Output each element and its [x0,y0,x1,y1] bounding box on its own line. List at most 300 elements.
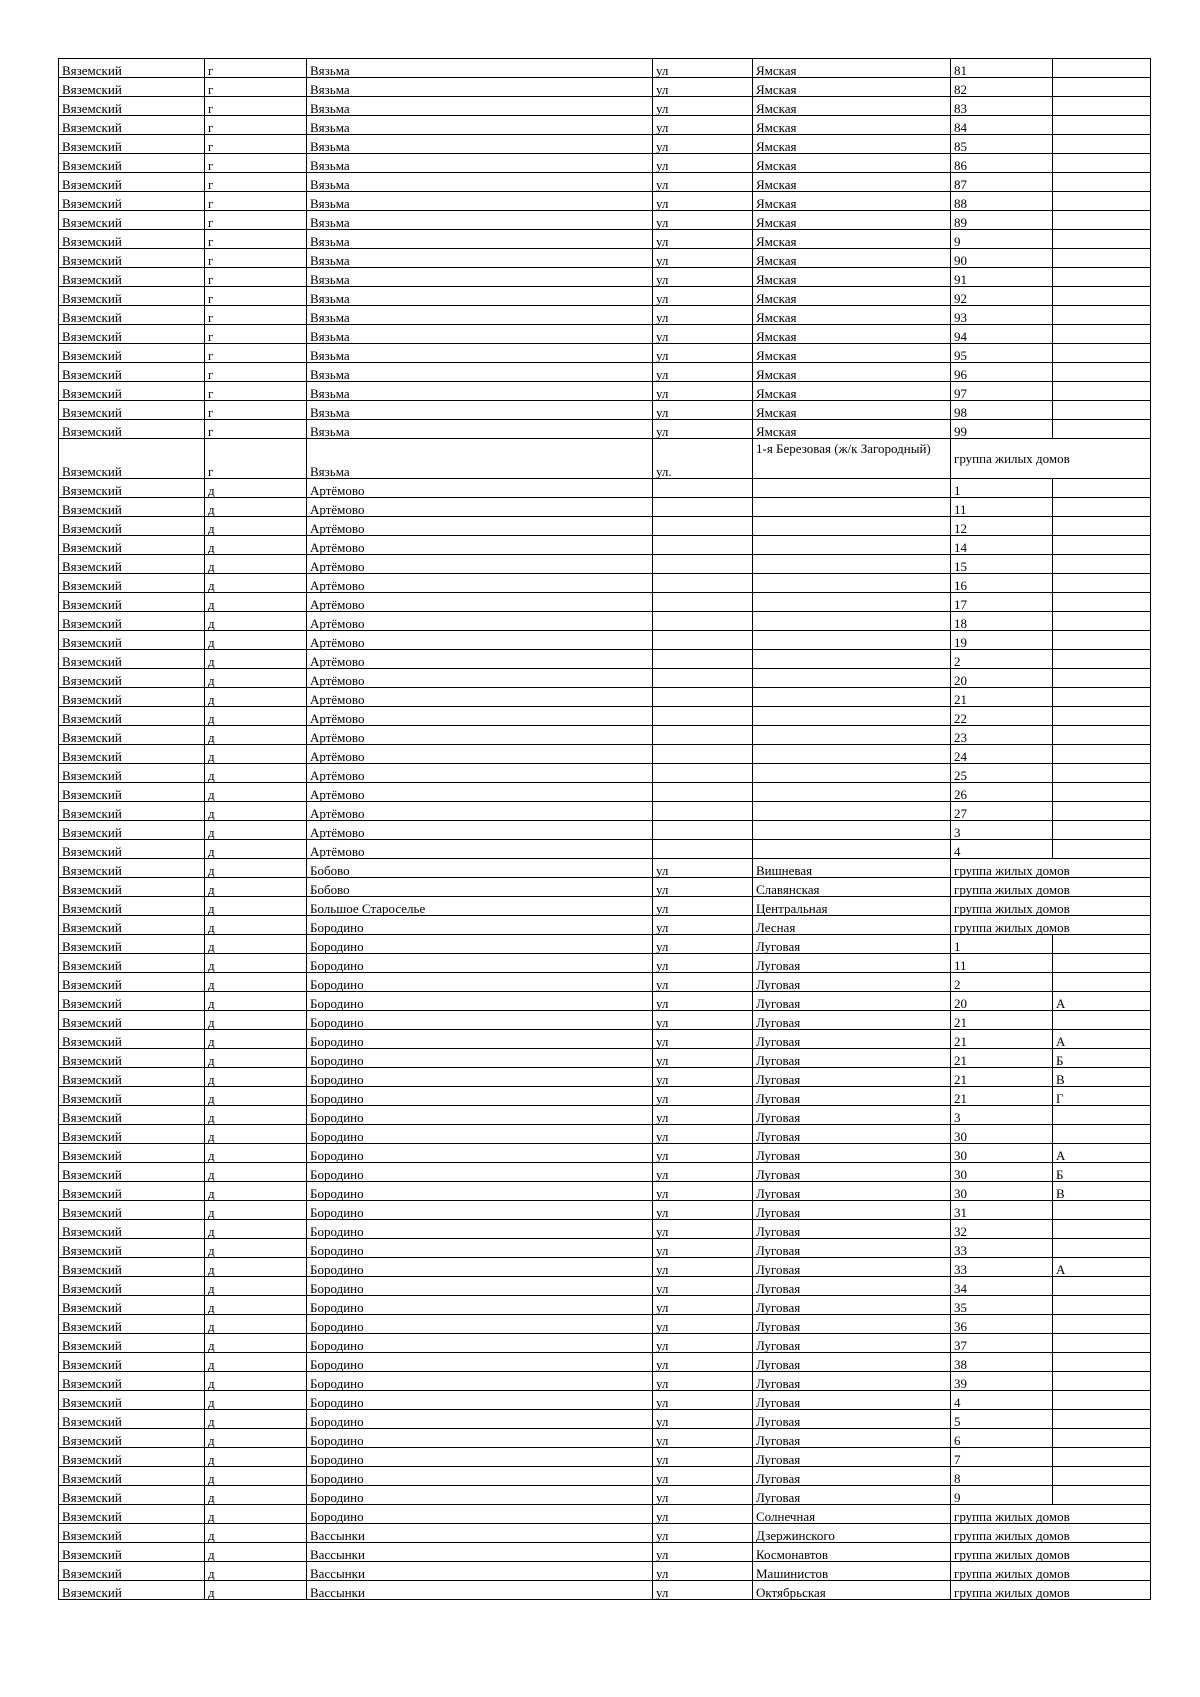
street-type-cell: ул [653,211,753,230]
street-cell: Луговая [753,954,951,973]
settlement-cell: Бородино [307,935,653,954]
house-number-cell: группа жилых домов [951,916,1151,935]
settlement-cell: Вязьма [307,382,653,401]
settlement-type-cell: д [205,1505,307,1524]
district-cell: Вяземский [59,1315,205,1334]
table-row [59,973,1151,992]
building-letter-cell: А [1053,1258,1151,1277]
district-cell: Вяземский [59,439,205,479]
street-type-cell: ул [653,325,753,344]
building-letter-cell [1053,268,1151,287]
settlement-cell: Вязьма [307,249,653,268]
settlement-type-cell: д [205,992,307,1011]
street-type-cell: ул [653,1011,753,1030]
street-cell [753,764,951,783]
house-number-cell: 14 [951,536,1053,555]
street-type-cell [653,555,753,574]
house-number-cell: 21 [951,1068,1053,1087]
district-cell: Вяземский [59,1258,205,1277]
street-type-cell [653,764,753,783]
district-cell: Вяземский [59,859,205,878]
building-letter-cell [1053,1220,1151,1239]
settlement-cell: Бородино [307,1049,653,1068]
table-row [59,821,1151,840]
building-letter-cell [1053,325,1151,344]
table-row [59,363,1151,382]
district-cell: Вяземский [59,1049,205,1068]
settlement-cell: Артёмово [307,707,653,726]
street-cell: Космонавтов [753,1543,951,1562]
settlement-cell: Вязьма [307,116,653,135]
settlement-type-cell: д [205,631,307,650]
district-cell: Вяземский [59,1144,205,1163]
house-number-cell: 8 [951,1467,1053,1486]
street-type-cell: ул [653,401,753,420]
table-row [59,1258,1151,1277]
street-cell: Машинистов [753,1562,951,1581]
settlement-type-cell: д [205,1011,307,1030]
settlement-cell: Вязьма [307,268,653,287]
street-type-cell: ул [653,1410,753,1429]
building-letter-cell [1053,1106,1151,1125]
building-letter-cell [1053,59,1151,78]
settlement-cell: Бородино [307,1410,653,1429]
street-type-cell [653,745,753,764]
building-letter-cell [1053,707,1151,726]
street-cell: Луговая [753,1201,951,1220]
settlement-type-cell: д [205,783,307,802]
settlement-cell: Артёмово [307,479,653,498]
building-letter-cell [1053,154,1151,173]
address-table-body [59,59,1151,1600]
street-cell: Ямская [753,173,951,192]
street-cell: Луговая [753,1068,951,1087]
district-cell: Вяземский [59,1201,205,1220]
settlement-cell: Бородино [307,1144,653,1163]
house-number-cell: 35 [951,1296,1053,1315]
building-letter-cell [1053,840,1151,859]
street-cell [753,555,951,574]
settlement-cell: Вязьма [307,78,653,97]
settlement-cell: Бородино [307,1429,653,1448]
street-type-cell: ул [653,1448,753,1467]
settlement-cell: Вассынки [307,1581,653,1600]
table-row [59,612,1151,631]
building-letter-cell [1053,1277,1151,1296]
street-cell: Луговая [753,1296,951,1315]
settlement-type-cell: д [205,1125,307,1144]
district-cell: Вяземский [59,878,205,897]
table-row [59,555,1151,574]
street-type-cell: ул [653,1239,753,1258]
settlement-type-cell: д [205,1315,307,1334]
district-cell: Вяземский [59,1543,205,1562]
district-cell: Вяземский [59,1125,205,1144]
street-cell [753,688,951,707]
settlement-type-cell: д [205,1068,307,1087]
settlement-cell: Вассынки [307,1524,653,1543]
district-cell: Вяземский [59,401,205,420]
street-cell: Луговая [753,1315,951,1334]
building-letter-cell: А [1053,1030,1151,1049]
settlement-type-cell: д [205,1277,307,1296]
house-number-cell: 90 [951,249,1053,268]
settlement-type-cell: д [205,1030,307,1049]
settlement-cell: Бородино [307,1505,653,1524]
district-cell: Вяземский [59,1163,205,1182]
table-row [59,439,1151,479]
settlement-type-cell: г [205,249,307,268]
settlement-type-cell: г [205,401,307,420]
building-letter-cell [1053,211,1151,230]
street-cell: Луговая [753,1353,951,1372]
settlement-cell: Бородино [307,1372,653,1391]
settlement-cell: Вассынки [307,1562,653,1581]
settlement-type-cell: д [205,1543,307,1562]
table-row [59,1125,1151,1144]
settlement-cell: Артёмово [307,536,653,555]
house-number-cell: 6 [951,1429,1053,1448]
settlement-type-cell: г [205,439,307,479]
table-row [59,1296,1151,1315]
district-cell: Вяземский [59,420,205,439]
street-type-cell: ул [653,1467,753,1486]
house-number-cell: 7 [951,1448,1053,1467]
settlement-cell: Бородино [307,1125,653,1144]
building-letter-cell [1053,401,1151,420]
street-type-cell: ул [653,382,753,401]
building-letter-cell [1053,1391,1151,1410]
house-number-cell: 15 [951,555,1053,574]
table-row [59,1068,1151,1087]
building-letter-cell [1053,688,1151,707]
building-letter-cell: А [1053,1144,1151,1163]
settlement-cell: Артёмово [307,840,653,859]
table-row [59,268,1151,287]
street-type-cell: ул [653,878,753,897]
settlement-type-cell: д [205,1258,307,1277]
table-row [59,1524,1151,1543]
street-cell: Ямская [753,382,951,401]
street-type-cell: ул [653,916,753,935]
building-letter-cell [1053,973,1151,992]
street-type-cell: ул [653,1258,753,1277]
table-row [59,1163,1151,1182]
settlement-cell: Вязьма [307,401,653,420]
district-cell: Вяземский [59,59,205,78]
house-number-cell: 33 [951,1239,1053,1258]
street-cell: Ямская [753,344,951,363]
building-letter-cell [1053,669,1151,688]
street-type-cell: ул [653,173,753,192]
building-letter-cell [1053,249,1151,268]
street-cell: Луговая [753,1467,951,1486]
settlement-type-cell: д [205,726,307,745]
settlement-type-cell: г [205,116,307,135]
street-cell: Вишневая [753,859,951,878]
district-cell: Вяземский [59,173,205,192]
street-cell [753,840,951,859]
settlement-type-cell: г [205,173,307,192]
building-letter-cell [1053,821,1151,840]
street-type-cell [653,783,753,802]
street-type-cell: ул [653,154,753,173]
district-cell: Вяземский [59,517,205,536]
street-cell: Луговая [753,992,951,1011]
street-type-cell: ул [653,1163,753,1182]
district-cell: Вяземский [59,1410,205,1429]
district-cell: Вяземский [59,116,205,135]
settlement-cell: Бородино [307,1353,653,1372]
table-row [59,1391,1151,1410]
table-row [59,802,1151,821]
house-number-cell: 16 [951,574,1053,593]
building-letter-cell [1053,78,1151,97]
settlement-cell: Артёмово [307,498,653,517]
house-number-cell: 23 [951,726,1053,745]
settlement-type-cell: д [205,1467,307,1486]
street-cell: Ямская [753,59,951,78]
street-type-cell: ул [653,1277,753,1296]
street-cell [753,517,951,536]
table-row [59,593,1151,612]
district-cell: Вяземский [59,1353,205,1372]
street-cell: Славянская [753,878,951,897]
house-number-cell: 2 [951,973,1053,992]
street-cell: Луговая [753,1049,951,1068]
house-number-cell: 33 [951,1258,1053,1277]
settlement-type-cell: д [205,1296,307,1315]
settlement-type-cell: г [205,325,307,344]
settlement-cell: Бородино [307,1201,653,1220]
settlement-cell: Бобово [307,859,653,878]
settlement-type-cell: г [205,420,307,439]
settlement-type-cell: д [205,821,307,840]
table-row [59,1581,1151,1600]
settlement-cell: Вязьма [307,135,653,154]
building-letter-cell [1053,287,1151,306]
street-cell: Луговая [753,1448,951,1467]
building-letter-cell: В [1053,1182,1151,1201]
district-cell: Вяземский [59,935,205,954]
street-type-cell: ул [653,1429,753,1448]
table-row [59,897,1151,916]
district-cell: Вяземский [59,973,205,992]
house-number-cell: 86 [951,154,1053,173]
settlement-cell: Большое Староселье [307,897,653,916]
street-cell [753,479,951,498]
table-row [59,479,1151,498]
building-letter-cell [1053,192,1151,211]
street-cell [753,631,951,650]
settlement-cell: Бородино [307,1486,653,1505]
district-cell: Вяземский [59,230,205,249]
settlement-cell: Бородино [307,1182,653,1201]
street-cell [753,821,951,840]
table-row [59,935,1151,954]
settlement-type-cell: д [205,1182,307,1201]
district-cell: Вяземский [59,1277,205,1296]
table-row [59,1353,1151,1372]
building-letter-cell [1053,802,1151,821]
building-letter-cell [1053,1372,1151,1391]
house-number-cell: 83 [951,97,1053,116]
district-cell: Вяземский [59,821,205,840]
house-number-cell: 21 [951,1049,1053,1068]
house-number-cell: 92 [951,287,1053,306]
district-cell: Вяземский [59,992,205,1011]
settlement-type-cell: д [205,669,307,688]
settlement-cell: Артёмово [307,612,653,631]
house-number-cell: группа жилых домов [951,1562,1151,1581]
settlement-cell: Бородино [307,1391,653,1410]
district-cell: Вяземский [59,1106,205,1125]
district-cell: Вяземский [59,612,205,631]
street-cell: Луговая [753,1410,951,1429]
settlement-cell: Бородино [307,1087,653,1106]
table-row [59,783,1151,802]
house-number-cell: 1 [951,479,1053,498]
street-cell [753,650,951,669]
district-cell: Вяземский [59,916,205,935]
street-type-cell [653,707,753,726]
house-number-cell: 30 [951,1182,1053,1201]
table-row [59,1562,1151,1581]
street-type-cell [653,498,753,517]
street-type-cell: ул. [653,439,753,479]
settlement-cell: Бородино [307,954,653,973]
settlement-cell: Бородино [307,1277,653,1296]
settlement-cell: Артёмово [307,669,653,688]
street-cell: Ямская [753,363,951,382]
table-row [59,745,1151,764]
district-cell: Вяземский [59,78,205,97]
table-row [59,1030,1151,1049]
building-letter-cell [1053,593,1151,612]
district-cell: Вяземский [59,1087,205,1106]
house-number-cell: 85 [951,135,1053,154]
settlement-type-cell: д [205,1524,307,1543]
house-number-cell: 31 [951,1201,1053,1220]
street-cell [753,574,951,593]
settlement-type-cell: д [205,688,307,707]
settlement-type-cell: г [205,97,307,116]
street-cell: Ямская [753,287,951,306]
table-row [59,1049,1151,1068]
house-number-cell: 99 [951,420,1053,439]
street-type-cell: ул [653,1087,753,1106]
building-letter-cell [1053,726,1151,745]
settlement-type-cell: г [205,382,307,401]
table-row [59,1467,1151,1486]
building-letter-cell [1053,1296,1151,1315]
settlement-cell: Вязьма [307,192,653,211]
house-number-cell: 4 [951,840,1053,859]
table-row [59,517,1151,536]
settlement-cell: Бородино [307,1030,653,1049]
settlement-type-cell: д [205,555,307,574]
table-row [59,1201,1151,1220]
table-row [59,878,1151,897]
house-number-cell: 11 [951,954,1053,973]
settlement-type-cell: д [205,593,307,612]
table-row [59,859,1151,878]
table-row [59,688,1151,707]
building-letter-cell: Б [1053,1049,1151,1068]
settlement-cell: Бородино [307,1467,653,1486]
building-letter-cell [1053,479,1151,498]
table-row [59,574,1151,593]
table-row [59,211,1151,230]
settlement-type-cell: д [205,954,307,973]
street-cell: Луговая [753,1125,951,1144]
building-letter-cell [1053,1429,1151,1448]
house-number-cell: 22 [951,707,1053,726]
street-cell: Луговая [753,1011,951,1030]
district-cell: Вяземский [59,574,205,593]
building-letter-cell [1053,555,1151,574]
street-cell: Центральная [753,897,951,916]
building-letter-cell: Б [1053,1163,1151,1182]
table-row [59,498,1151,517]
building-letter-cell [1053,650,1151,669]
street-cell: Луговая [753,1391,951,1410]
district-cell: Вяземский [59,1372,205,1391]
street-type-cell: ул [653,1334,753,1353]
house-number-cell: группа жилых домов [951,897,1151,916]
settlement-cell: Бородино [307,1334,653,1353]
district-cell: Вяземский [59,1239,205,1258]
street-cell: Солнечная [753,1505,951,1524]
street-type-cell: ул [653,230,753,249]
street-cell: Ямская [753,420,951,439]
settlement-cell: Артёмово [307,517,653,536]
table-row [59,1011,1151,1030]
street-type-cell [653,517,753,536]
street-cell [753,593,951,612]
table-row [59,325,1151,344]
settlement-cell: Бородино [307,1315,653,1334]
house-number-cell: 5 [951,1410,1053,1429]
settlement-cell: Вязьма [307,211,653,230]
street-type-cell: ул [653,1543,753,1562]
table-row [59,287,1151,306]
table-row [59,669,1151,688]
settlement-type-cell: д [205,517,307,536]
settlement-type-cell: д [205,1581,307,1600]
district-cell: Вяземский [59,745,205,764]
table-row [59,1087,1151,1106]
district-cell: Вяземский [59,1391,205,1410]
street-cell: Луговая [753,1334,951,1353]
district-cell: Вяземский [59,498,205,517]
settlement-cell: Бородино [307,916,653,935]
street-type-cell [653,631,753,650]
street-type-cell: ул [653,1505,753,1524]
building-letter-cell: Г [1053,1087,1151,1106]
settlement-cell: Бородино [307,1068,653,1087]
street-cell: Луговая [753,1030,951,1049]
settlement-cell: Артёмово [307,555,653,574]
settlement-type-cell: д [205,498,307,517]
settlement-type-cell: д [205,897,307,916]
street-type-cell [653,669,753,688]
settlement-type-cell: д [205,916,307,935]
street-type-cell: ул [653,268,753,287]
house-number-cell: 88 [951,192,1053,211]
street-type-cell: ул [653,973,753,992]
street-cell: Луговая [753,1182,951,1201]
